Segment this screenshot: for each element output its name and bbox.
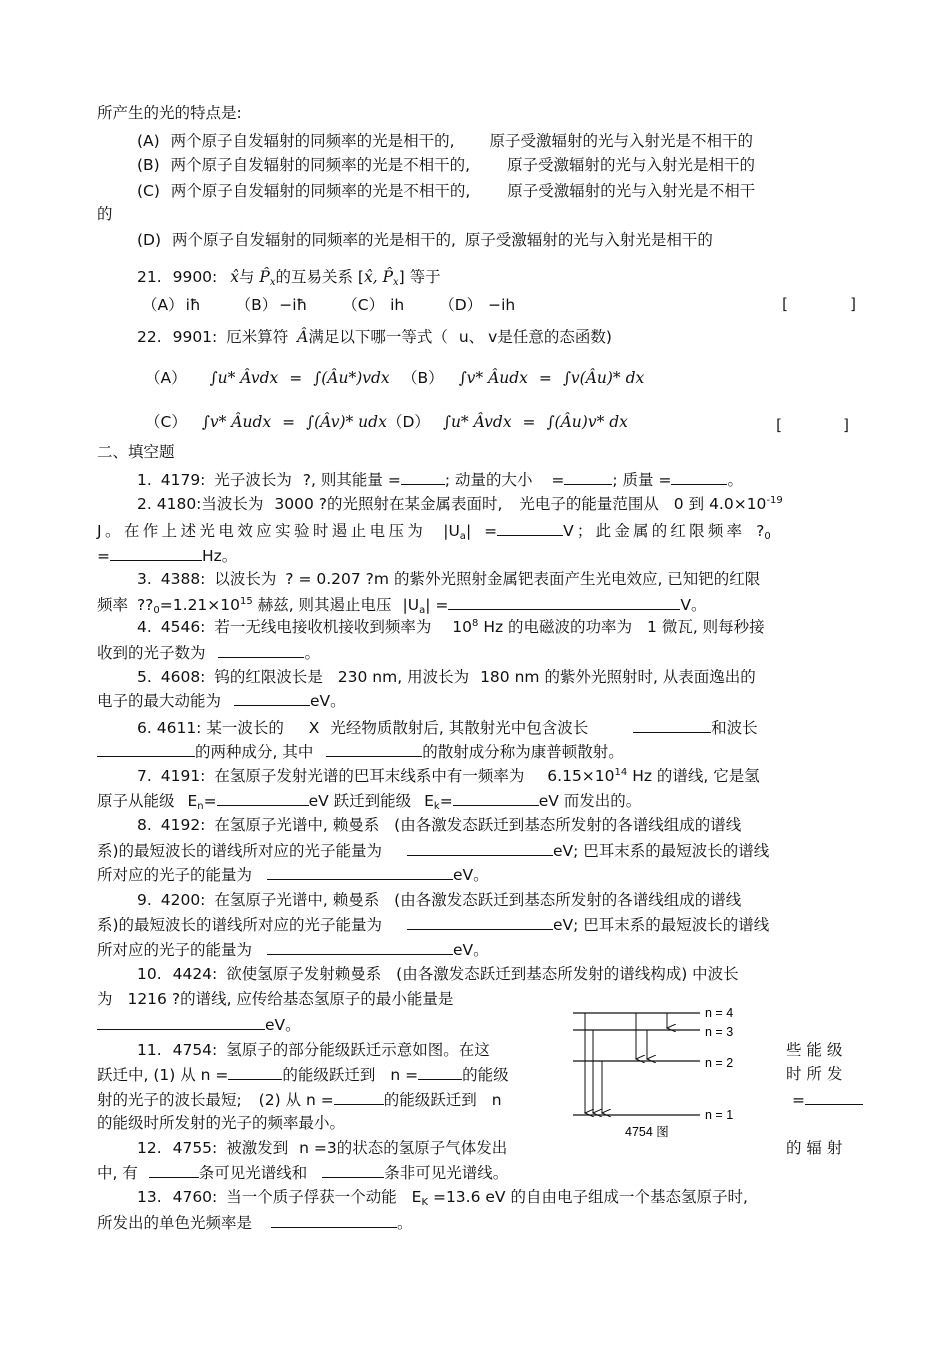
option-text: 两个原子自发辐射的同频率的光是相干的, xyxy=(170,132,455,150)
fill-q11-line2: 跃迁中, (1) 从 n = 的能级跃迁到 n = 的能级 xyxy=(97,1066,509,1084)
fill-q9-line3: 所对应的光子的能量为 eV。 xyxy=(97,941,489,959)
fill-q12-line2: 中, 有 条可见光谱线和 条非可见光谱线。 xyxy=(97,1164,509,1182)
fill-q6: 6. 4611: 某一波长的 X 光经物质散射后, 其散射光中包含波长 和波长 xyxy=(137,719,758,737)
option-rhs: ∫(Âu*)vdx xyxy=(313,369,390,387)
option-text-2: 原子受激辐射的光与入射光是相干的 xyxy=(507,156,756,174)
blank-initial-level-2[interactable] xyxy=(334,1089,384,1105)
blank-lyman-energy[interactable] xyxy=(407,840,553,856)
fill-q2-line3: = Hz。 xyxy=(97,547,238,565)
q21-code: 9900: xyxy=(172,268,218,286)
option-text: 两个原子自发辐射的同频率的光是不相干的, xyxy=(170,156,471,174)
q22-text-2: 满足以下哪一等式（ xyxy=(308,328,448,346)
fill-q5: 5. 4608: 钨的红限波长是 230 nm, 用波长为 180 nm 的紫外光照射时, 从表面逸出的 xyxy=(137,668,756,686)
q21-yu: 与 xyxy=(238,268,255,286)
fill-q3: 3. 4388: 以波长为 ? = 0.207 ?m 的紫外光照射金属钯表面产生光电效应, 已知钯的红限 xyxy=(137,570,761,588)
blank-min-energy[interactable] xyxy=(97,1014,265,1030)
fill-q10-line3: eV。 xyxy=(97,1014,301,1035)
fill-q7-line2: 原子从能级 $E_n=$ eV 跃迁到能级 $E_k=$ eV 而发出的。 xyxy=(97,792,642,812)
fill-q7: 7. 4191: 在氢原子发射光谱的巴耳末线系中有一频率为 $6.15\times 10^{14}$ Hz 的谱线, 它是氢 xyxy=(137,767,760,785)
blank-final-level-1[interactable] xyxy=(418,1064,462,1080)
fill-q11: 11. 4754: 氢原子的部分能级跃迁示意如图。在这 xyxy=(137,1041,490,1059)
fill-q4: 4. 4546: 若一无线电接收机接收到频率为 $10^8$ Hz 的电磁波的功率为 1 微瓦, 则每秒接 xyxy=(137,618,765,636)
q21-option-b[interactable]: （B） −iħ xyxy=(235,296,308,314)
option-lhs: ∫v* Âudx xyxy=(201,413,272,431)
fill-q10-line2: 为 1216 ?的谱线, 应传给基态氢原子的最小能量是 xyxy=(97,990,454,1008)
fill-q8: 8. 4192: 在氢原子光谱中, 赖曼系 (由各激发态跃迁到基态所发射的各谱线组成的谱线 xyxy=(137,816,742,834)
fill-q9: 9. 4200: 在氢原子光谱中, 赖曼系 (由各激发态跃迁到基态所发射的各谱线组成的谱线 xyxy=(137,891,742,909)
option-label: （D） xyxy=(387,413,430,431)
answer-bracket-open: [ xyxy=(782,295,789,313)
figure-caption: 4754 图 xyxy=(625,1125,669,1139)
q21-equals: ] 等于 xyxy=(398,268,441,286)
q22-text-3: 是任意的态函数) xyxy=(497,328,612,346)
q21-option-c[interactable]: （C） ih xyxy=(342,296,405,314)
blank-wavelength-1[interactable] xyxy=(633,717,711,733)
q20-option-c-wrap: 的 xyxy=(97,205,113,223)
option-label: （A） xyxy=(145,369,187,387)
option-label: (B) xyxy=(137,156,160,174)
option-rhs: ∫v(Âu)* dx xyxy=(562,369,645,387)
q20-option-c[interactable] xyxy=(137,181,755,201)
q20-option-d[interactable] xyxy=(137,230,713,250)
blank-stopping-voltage[interactable] xyxy=(497,520,563,536)
q21-relation: 的互易关系 [ xyxy=(275,268,364,286)
option-lhs: ∫v* Âudx xyxy=(458,369,528,387)
energy-level-diagram xyxy=(565,1000,875,1150)
fill-q11-right-3: = xyxy=(792,1089,863,1110)
blank-invisible-lines[interactable] xyxy=(322,1162,384,1178)
q20-option-a[interactable] xyxy=(137,131,753,151)
blank-momentum[interactable] xyxy=(564,469,612,485)
q22-stem xyxy=(137,327,612,347)
blank-balmer-energy[interactable] xyxy=(267,864,453,880)
blank-threshold-frequency[interactable] xyxy=(110,545,202,561)
fill-q8-line2: 系)的最短波长的谱线所对应的光子能量为 eV; 巴耳末系的最短波长的谱线 xyxy=(97,842,770,860)
fill-q11-right-1: 些 能 级 xyxy=(786,1041,843,1059)
option-text-2: 原子受激辐射的光与入射光是不相干的 xyxy=(489,132,754,150)
q21-option-a[interactable]: （A） iħ xyxy=(142,296,201,314)
fill-q11-line3: 射的光子的波长最短; (2) 从 n = 的能级跃迁到 n xyxy=(97,1091,502,1109)
q20-stem-tail: 所产生的光的特点是: xyxy=(97,104,242,122)
option-text-2: 原子受激辐射的光与入射光是不相干 xyxy=(507,182,756,200)
blank-mass[interactable] xyxy=(671,469,727,485)
q22-sep: 、 xyxy=(468,328,485,346)
fill-q4-line2: 收到的光子数为 。 xyxy=(97,644,320,662)
option-eq: = xyxy=(282,413,296,431)
fill-q6-line2: 的两种成分, 其中 的散射成分称为康普顿散射。 xyxy=(97,741,624,762)
fill-q12-right: 的 辐 射 xyxy=(786,1139,843,1157)
fill-q11-right-2: 时 所 发 xyxy=(786,1065,843,1083)
q22-text-1: 厄米算符 xyxy=(226,328,289,346)
option-text: 两个原子自发辐射的同频率的光是相干的, xyxy=(171,231,456,249)
option-label: （B） xyxy=(402,369,444,387)
option-label: (C) xyxy=(137,182,160,200)
q22-option-d[interactable] xyxy=(387,412,628,432)
x-operator: x̂ xyxy=(230,268,239,286)
q21-number: 21. xyxy=(137,268,162,286)
q20-option-b[interactable] xyxy=(137,155,755,175)
level-label-n3: n = 3 xyxy=(705,1025,734,1039)
level-label-n4: n = 4 xyxy=(705,1006,734,1020)
option-lhs: ∫u* Âvdx xyxy=(442,413,512,431)
a-operator: Â xyxy=(297,328,309,346)
option-eq: = xyxy=(538,369,552,387)
fill-q5-line2: 电子的最大动能为 eV。 xyxy=(97,692,346,710)
level-label-n2: n = 2 xyxy=(705,1056,734,1070)
fill-q2-line2: J。在作上述光电效应实验时遏止电压为 $|U_a| = V$；此金属的红限频率 $?_0$ xyxy=(97,522,771,542)
q22-option-b[interactable] xyxy=(402,368,644,388)
answer-bracket-close: ] xyxy=(843,416,850,434)
q22-option-a[interactable] xyxy=(145,368,390,388)
blank-photon-frequency[interactable] xyxy=(271,1212,397,1228)
fill-q2: 2. 4180:当波长为 3000 ?的光照射在某金属表面时, 光电子的能量范围从 0 到 $4.0\times 10^{-19}$ xyxy=(137,495,783,513)
fill-q3-line2: 频率 $??_0=1.21\times 10^{15}$ 赫兹, 则其遏止电压 $|U_a| = V$。 xyxy=(97,596,707,616)
fill-q13-line2: 所发出的单色光频率是 。 xyxy=(97,1214,413,1232)
option-eq: = xyxy=(522,413,536,431)
option-rhs: ∫(Âv)* udx xyxy=(306,413,387,431)
blank-energy[interactable] xyxy=(401,469,445,485)
option-eq: = xyxy=(289,369,303,387)
blank-photon-count[interactable] xyxy=(218,642,304,658)
q22-v: v xyxy=(488,328,498,346)
answer-bracket-open: [ xyxy=(776,416,783,434)
commutator: x̂, $P̂_x$ xyxy=(363,268,399,288)
fill-q9-line2: 系)的最短波长的谱线所对应的光子能量为 eV; 巴耳末系的最短波长的谱线 xyxy=(97,916,770,934)
answer-bracket-close: ] xyxy=(850,295,857,313)
q21-option-d[interactable]: （D） −ih xyxy=(439,296,516,314)
blank-lower-level-energy[interactable] xyxy=(453,790,539,806)
option-label: (A) xyxy=(137,132,160,150)
px-operator: $P̂_x$ xyxy=(259,268,276,288)
blank-lyman-energy[interactable] xyxy=(407,914,553,930)
fill-q12: 12. 4755: 被激发到 n =3的状态的氢原子气体发出 xyxy=(137,1139,508,1157)
q22-option-c[interactable] xyxy=(145,412,387,432)
section-title-fill-in: 二、填空题 xyxy=(97,443,175,461)
option-text: 两个原子自发辐射的同频率的光是不相干的, xyxy=(170,182,471,200)
fill-q1: 1. 4179: 光子波长为 ?, 则其能量 = ; 动量的大小 = ; 质量 = 。 xyxy=(137,471,743,489)
q21-stem xyxy=(137,267,441,290)
blank-upper-level-energy[interactable] xyxy=(217,790,309,806)
fill-q11-line4: 的能级时所发射的光子的频率最小。 xyxy=(97,1114,346,1132)
blank-wavelength-2[interactable] xyxy=(97,741,195,757)
blank-visible-lines[interactable] xyxy=(149,1162,199,1178)
blank-balmer-energy[interactable] xyxy=(267,939,453,955)
q22-number: 22. xyxy=(137,328,162,346)
q22-code: 9901: xyxy=(172,328,218,346)
option-text-2: 原子受激辐射的光与入射光是相干的 xyxy=(464,231,713,249)
option-rhs: ∫(Âu)v* dx xyxy=(546,413,628,431)
fill-q10: 10. 4424: 欲使氢原子发射赖曼系 (由各激发态跃迁到基态所发射的谱线构成) 中波长 xyxy=(137,965,739,983)
q21-options xyxy=(142,295,515,315)
option-label: (D) xyxy=(137,231,162,249)
blank-stopping-voltage[interactable] xyxy=(448,594,680,610)
option-lhs: ∫u* Âvdx xyxy=(209,369,279,387)
fill-q13: 13. 4760: 当一个质子俘获一个动能 $E_K =13.6$ eV 的自由电子组成一个基态氢原子时, xyxy=(137,1188,748,1208)
option-label: （C） xyxy=(145,413,187,431)
level-label-n1: n = 1 xyxy=(705,1108,734,1122)
blank-max-kinetic-energy[interactable] xyxy=(234,690,310,706)
blank-compton-component[interactable] xyxy=(326,741,422,757)
q22-u: u xyxy=(458,328,469,346)
fill-q8-line3: 所对应的光子的能量为 eV。 xyxy=(97,866,489,884)
blank-initial-level-1[interactable] xyxy=(228,1064,282,1080)
